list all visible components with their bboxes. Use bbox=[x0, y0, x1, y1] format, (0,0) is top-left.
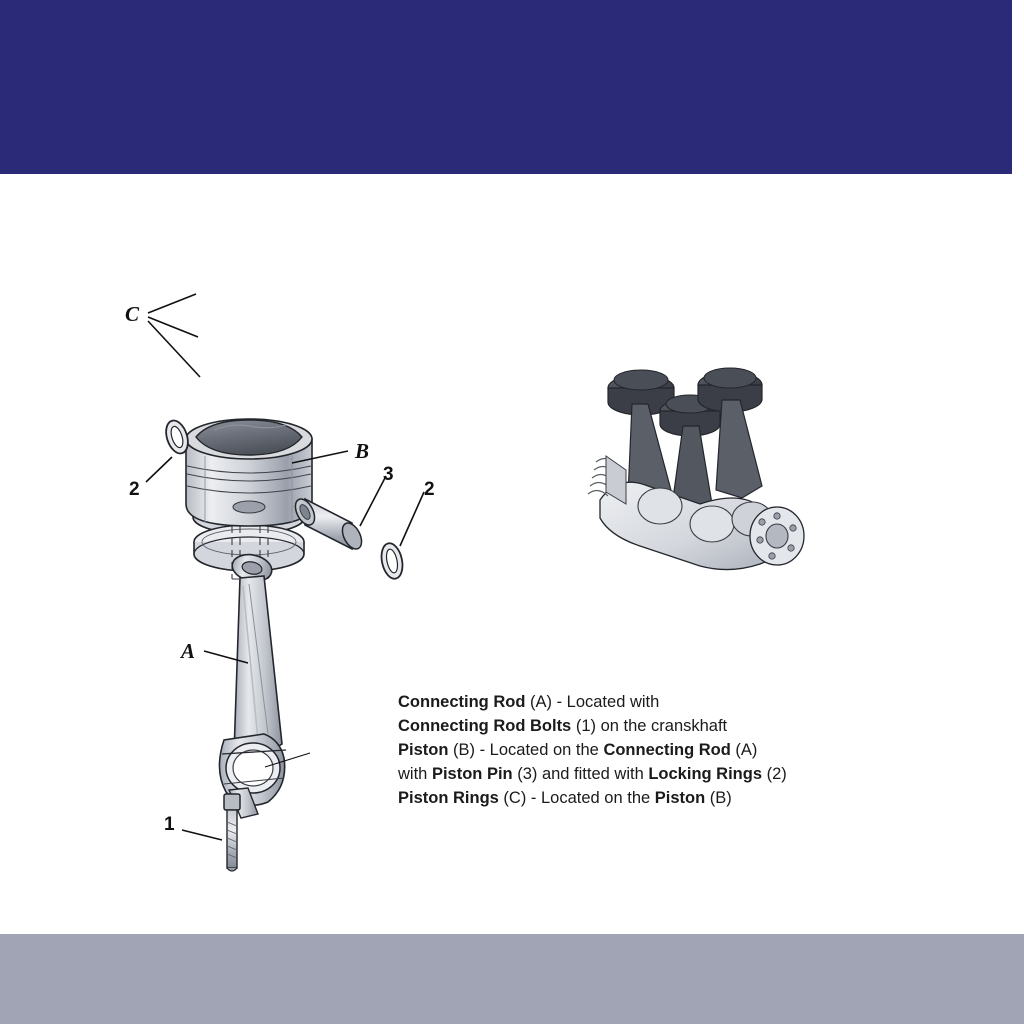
footer-band bbox=[0, 934, 1024, 1024]
parts-caption bbox=[398, 690, 868, 810]
caption-part-name: Piston bbox=[398, 741, 449, 759]
caption-part-name: Piston bbox=[654, 789, 706, 807]
caption-line bbox=[398, 786, 868, 810]
caption-text: (B) - Located on the bbox=[448, 741, 604, 759]
caption-part-name: Connecting Rod bbox=[398, 693, 526, 711]
header-right-gap bbox=[1012, 0, 1024, 174]
caption-part-name: Locking Rings bbox=[648, 765, 763, 783]
caption-text: (A) - Located with bbox=[525, 693, 660, 711]
caption-text: with bbox=[398, 765, 432, 783]
caption-text: (A) bbox=[730, 741, 758, 759]
crankshaft-assembly-thumbnail bbox=[588, 368, 804, 570]
caption-text: (B) bbox=[705, 789, 732, 807]
caption-line bbox=[398, 690, 868, 714]
callout-2-right: 2 bbox=[424, 479, 435, 500]
caption-line bbox=[398, 762, 868, 786]
locking-ring-right bbox=[378, 541, 405, 580]
caption-part-name: Piston Pin bbox=[431, 765, 513, 783]
callout-a: A bbox=[181, 639, 196, 663]
caption-part-name: Connecting Rod Bolts bbox=[398, 717, 572, 735]
callout-1: 1 bbox=[164, 814, 175, 835]
caption-text: (2) bbox=[762, 765, 787, 783]
caption-text: (1) on the cranskhaft bbox=[571, 717, 728, 735]
caption-text: (C) - Located on the bbox=[498, 789, 655, 807]
connecting-rod-bolt bbox=[224, 794, 240, 871]
header-band bbox=[0, 0, 1012, 174]
caption-part-name: Piston Rings bbox=[398, 789, 499, 807]
callout-2-left: 2 bbox=[129, 479, 140, 500]
caption-part-name: Connecting Rod bbox=[603, 741, 731, 759]
callout-3: 3 bbox=[383, 464, 394, 485]
piston-assembly-diagram bbox=[0, 174, 1024, 934]
callout-c: C bbox=[125, 302, 140, 326]
callout-b: B bbox=[355, 439, 370, 463]
caption-line bbox=[398, 738, 868, 762]
caption-text: (3) and fitted with bbox=[512, 765, 649, 783]
callout-c-leaders bbox=[148, 294, 200, 377]
caption-line bbox=[398, 714, 868, 738]
diagram-artwork bbox=[0, 174, 1024, 934]
connecting-rod bbox=[219, 551, 286, 818]
